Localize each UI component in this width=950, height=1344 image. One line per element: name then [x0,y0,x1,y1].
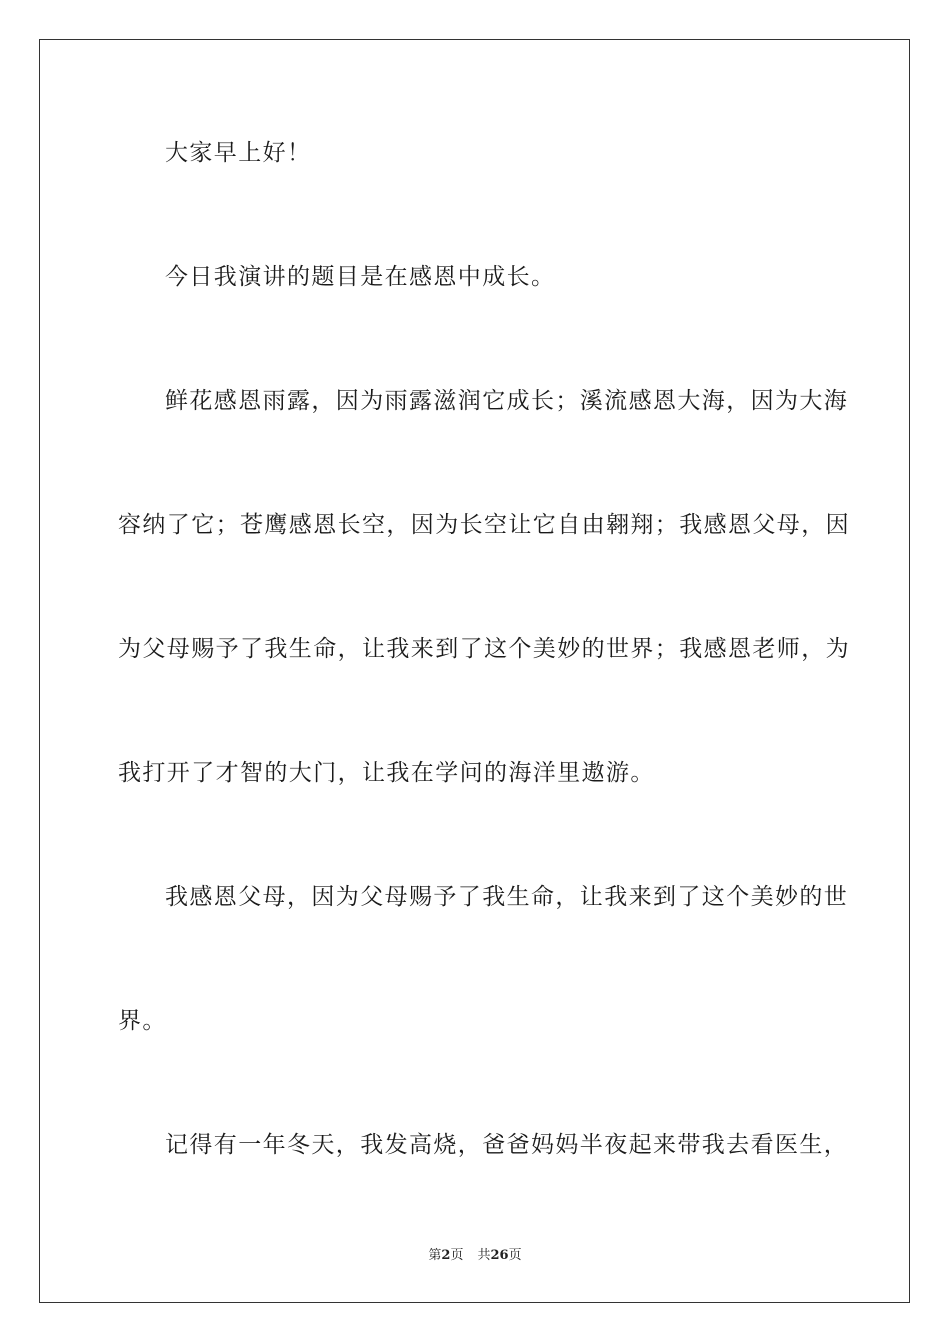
paragraph-greeting: 大家早上好！ [165,140,312,166]
footer-page-prefix: 第 [428,1248,442,1263]
paragraph-memory-line-1: 记得有一年冬天，我发高烧，爸爸妈妈半夜起来带我去看医生， [165,1132,849,1158]
footer-total-suffix: 页 [508,1248,522,1263]
footer-total-pages: 26 [490,1248,509,1263]
paragraph-gratitude-line-2: 容纳了它；苍鹰感恩长空，因为长空让它自由翱翔；我感恩父母，因 [118,512,850,538]
page-footer [0,1247,950,1265]
paragraph-gratitude-line-4: 我打开了才智的大门，让我在学问的海洋里遨游。 [118,760,655,786]
footer-page-suffix: 页 [450,1248,464,1263]
paragraph-gratitude-line-1: 鲜花感恩雨露，因为雨露滋润它成长；溪流感恩大海，因为大海 [165,388,849,414]
footer-total-prefix: 共 [477,1248,491,1263]
page-border [39,39,910,1303]
paragraph-parents-line-1: 我感恩父母，因为父母赐予了我生命，让我来到了这个美妙的世 [165,884,849,910]
paragraph-gratitude-line-3: 为父母赐予了我生命，让我来到了这个美妙的世界；我感恩老师，为 [118,636,850,662]
paragraph-parents-line-2: 界。 [118,1008,167,1034]
paragraph-topic: 今日我演讲的题目是在感恩中成长。 [165,264,556,290]
footer-page-number: 2 [441,1248,451,1263]
